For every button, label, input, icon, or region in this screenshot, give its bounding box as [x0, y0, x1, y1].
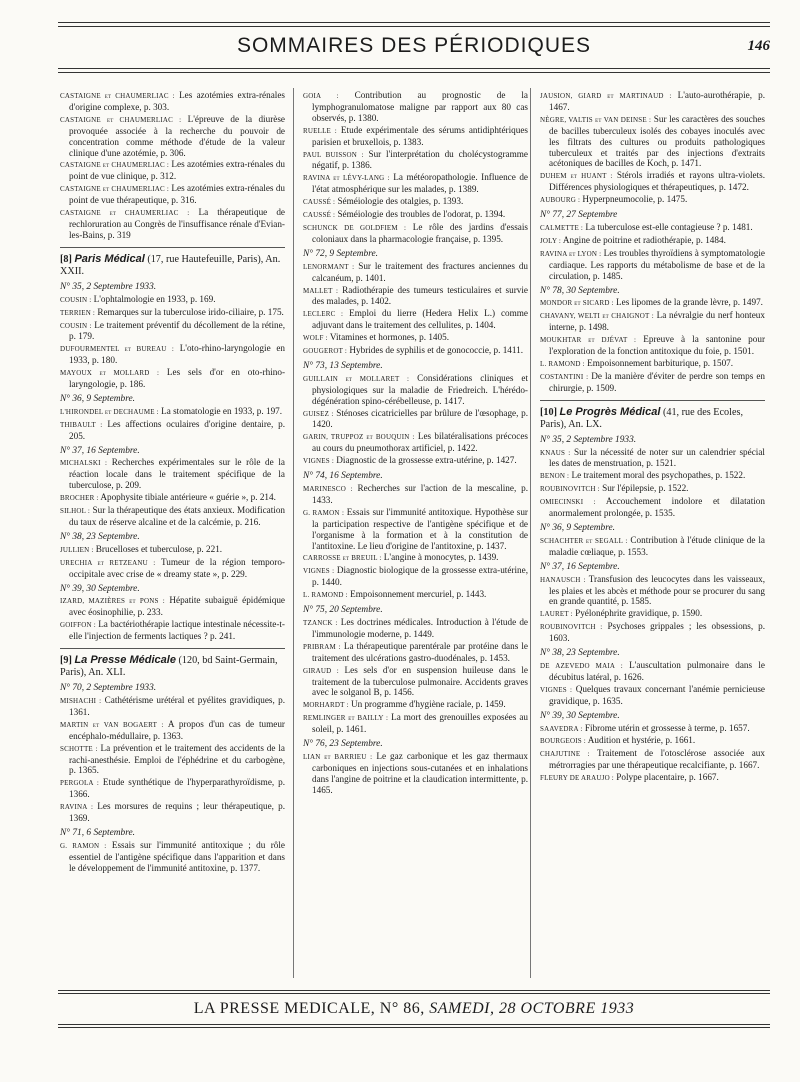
article-author: MONDOR et SICARD :: [540, 299, 614, 308]
issue-heading: N° 70, 2 Septembre 1933.: [60, 683, 157, 694]
issue-heading: N° 71, 6 Septembre.: [60, 827, 136, 838]
article-author: GARIN, TRUPPOZ et BOUQUIN :: [303, 433, 415, 442]
article-title: Fibrome utérin et grossesse à terme, p. 1657.: [584, 722, 750, 733]
article-title: La thérapeutique de rechloruration au Congrès de l'insuffisance rénale d'Evian-les-Bains, p. 319: [69, 207, 286, 240]
article-entry: [303, 373, 528, 407]
article-entry: [60, 419, 285, 442]
article-title: Contribution à l'étude clinique de la maladie cœliaque, p. 1553.: [549, 534, 765, 557]
article-author: MARINESCO :: [303, 485, 353, 493]
article-author: MOUKHTAR et DJÉVAT :: [540, 336, 637, 345]
article-entry: [303, 209, 528, 221]
column-divider: [293, 88, 294, 978]
issue-heading: N° 73, 13 Septembre.: [303, 360, 383, 371]
article-title: Radiothérapie des tumeurs testiculaires et survie des malades, p. 1402.: [312, 284, 528, 307]
article-author: CASTAIGNE et CHAUMERLIAC :: [60, 161, 170, 170]
article-entry: [540, 723, 765, 735]
article-title: L'ophtalmologie en 1933, p. 169.: [93, 293, 216, 304]
article-entry: [303, 149, 528, 172]
article-author: G. RAMON :: [60, 841, 107, 850]
article-author: HANAUSCH :: [540, 575, 586, 584]
article-title: Considérations cliniques et physiologiques sur la maladie de Friedreich. L'hérédo-dégénération spino-cérébelleuse, p. 1417.: [312, 372, 529, 406]
issue-heading: N° 39, 30 Septembre.: [60, 583, 140, 594]
article-author: ROUBINOVITCH :: [540, 485, 600, 494]
article-title: La névralgie du nerf honteux interne, p. 1498.: [549, 310, 765, 333]
article-entry: [60, 505, 285, 528]
journal-number: [9]: [60, 655, 72, 667]
article-entry: [540, 297, 765, 309]
article-title: Angine de poitrine et radiothérapie, p. 1484.: [562, 234, 726, 245]
article-entry: [540, 170, 765, 193]
article-author: COUSIN :: [60, 321, 92, 330]
article-title: Le gaz carbonique et les gaz thermaux carboniques en injections sous-cutanées et en inhalations dans l'angine de poitrine et la claudication intermittente, p. 1465.: [312, 750, 528, 795]
article-entry: [60, 294, 285, 306]
article-author: PRIBRAM :: [303, 642, 341, 651]
journal-address: (17, rue Hautefeuille, Paris), An. XXII.: [60, 253, 281, 277]
article-title: Sur la nécessité de noter sur un calendrier spécial les dates de menstruation, p. 1521.: [549, 446, 765, 469]
article-title: L'oto-rhino-laryngologie en 1933, p. 180.: [69, 343, 286, 366]
article-author: VIGNES :: [303, 567, 335, 576]
issue-heading: N° 75, 20 Septembre.: [303, 605, 383, 616]
article-title: Séméiologie des troubles de l'odorat, p. 1394.: [337, 209, 506, 220]
article-title: La météoropathologie. Influence de l'état atmosphérique sur les malades, p. 1389.: [312, 172, 528, 195]
article-author: OMIECINSKI :: [540, 498, 596, 507]
issue-heading: N° 74, 16 Septembre.: [303, 471, 383, 482]
article-entry: [540, 371, 765, 394]
article-title: Cathétérisme urétéral et pyélites gravidiques, p. 1361.: [69, 694, 285, 717]
journal-number: [8]: [60, 253, 72, 265]
article-author: ROUBINOVITCH :: [540, 623, 603, 632]
article-entry: [540, 222, 765, 234]
article-author: PERGOLA :: [60, 779, 99, 788]
header-rule-top: [58, 22, 770, 23]
article-entry: [303, 308, 528, 331]
article-entry: [540, 483, 765, 495]
issue-heading: N° 76, 23 Septembre.: [303, 739, 383, 750]
article-author: VIGNES :: [303, 457, 334, 466]
article-entry: [303, 172, 528, 195]
article-author: COSTANTINI :: [540, 372, 589, 381]
article-author: MALLET :: [303, 286, 339, 295]
article-title: L'angine à monocytes, p. 1439.: [383, 552, 499, 563]
article-author: CASTAIGNE et CHAUMERLIAC :: [60, 185, 170, 194]
article-author: MARTIN et VAN BOGAERT :: [60, 720, 164, 729]
article-author: CHAVANY, WELTI et CHAIGNOT :: [540, 312, 654, 321]
article-title: Emploi du lierre (Hedera Helix L.) comme adjuvant dans le traitement des cellulites, p. 1404.: [312, 308, 529, 331]
article-author: VIGNES :: [540, 685, 573, 694]
article-author: TERRIEN :: [60, 308, 96, 317]
page-title: SOMMAIRES DES PÉRIODIQUES: [236, 34, 592, 57]
article-entry: [303, 345, 528, 357]
header-rule-top-2: [58, 26, 770, 27]
article-title: Polype placentaire, p. 1667.: [616, 772, 719, 783]
article-entry: [540, 470, 765, 482]
article-author: THIBAULT :: [60, 420, 103, 429]
article-author: GOIFFON :: [60, 621, 96, 630]
article-title: L'épreuve de la diurèse provoquée associée à la recherche du pouvoir de concentration comme méthode d'étude de la valeur clinique d'une azotémie, p. 306.: [69, 113, 285, 158]
article-author: PAUL BUISSON :: [303, 150, 364, 159]
article-entry: [303, 507, 528, 552]
issue-heading: N° 78, 30 Septembre.: [540, 285, 620, 296]
article-entry: [303, 589, 528, 601]
article-title: La bactériothérapie lactique intestinale nécessite-t-elle l'injection de ferments lactiques ? p. 241.: [69, 619, 285, 642]
article-entry: [303, 712, 528, 735]
article-entry: [303, 483, 528, 506]
article-entry: [60, 307, 285, 319]
article-author: RUELLE :: [303, 126, 337, 135]
article-title: Recherches expérimentales sur le rôle de la réaction locale dans le traitement spécifique de la tuberculose, p. 209.: [69, 457, 285, 491]
article-title: Etude synthétique de l'hyperparathyroïdisme, p. 1366.: [69, 777, 285, 800]
article-author: BENON :: [540, 472, 570, 481]
article-author: CHAJUTINE :: [540, 750, 590, 759]
article-entry: [540, 535, 765, 558]
article-author: RAVINA et LYON :: [540, 249, 602, 258]
article-title: La mort des grenouilles exposées au soleil, p. 1461.: [312, 712, 528, 735]
journal-title: Le Progrès Médical: [559, 405, 661, 418]
article-entry: [60, 207, 285, 241]
article-title: Les sels d'or en suspension huileuse dans le traitement de la tuberculose pulmonaire. Accidents graves avec le solganol B, p. 1456.: [312, 664, 528, 698]
article-entry: [540, 235, 765, 247]
article-entry: [303, 455, 528, 467]
article-entry: [60, 619, 285, 642]
journal-title: La Presse Médicale: [74, 654, 176, 667]
column-1: [60, 90, 285, 875]
article-entry: [60, 159, 285, 182]
article-title: Epreuve à la santonine pour l'exploration de la fonction antitoxique du foie, p. 1501.: [549, 334, 766, 357]
journal-divider: [60, 247, 285, 248]
article-entry: [540, 194, 765, 206]
article-title: Pyélonéphrite gravidique, p. 1590.: [575, 608, 703, 619]
article-entry: [540, 334, 765, 357]
article-title: Empoisonnement mercuriel, p. 1443.: [350, 589, 487, 600]
article-entry: [540, 90, 765, 113]
article-author: COUSIN :: [60, 295, 92, 304]
column-divider: [530, 88, 531, 978]
article-author: L. RAMOND :: [540, 359, 585, 368]
footer-journal: LA PRESSE MEDICALE, N° 86,: [193, 1000, 425, 1017]
article-author: GUILLAIN et MOLLARET :: [303, 374, 410, 383]
article-title: Empoisonnement barbiturique, p. 1507.: [587, 357, 734, 368]
article-author: REMLINGER et BAILLY :: [303, 714, 389, 723]
footer-rule-top: [58, 990, 770, 991]
journal-divider: [60, 648, 285, 649]
article-author: DUFOURMENTEL et BUREAU :: [60, 345, 174, 354]
journal-address: (120, bd Saint-Germain, Paris), An. XLI.: [60, 655, 278, 679]
article-author: JOLY :: [540, 236, 562, 245]
article-author: MAYOUX et MOLLARD :: [60, 369, 160, 378]
journal-heading: [60, 253, 285, 278]
article-title: Les morsures de requins ; leur thérapeutique, p. 1369.: [69, 801, 286, 824]
article-title: La thérapeutique parentérale par protéine dans le traitement des ulcérations gastro-duodénales, p. 1453.: [312, 640, 528, 663]
article-author: LENORMANT :: [303, 262, 355, 271]
article-entry: [303, 222, 528, 245]
article-author: AUBOURG :: [540, 196, 581, 205]
article-author: MICHALSKI :: [60, 459, 108, 468]
article-entry: [540, 447, 765, 470]
article-author: JAUSION, GIARD et MARTINAUD :: [540, 92, 672, 100]
article-entry: [60, 719, 285, 742]
article-author: GIRAUD :: [303, 666, 339, 675]
article-author: TZANCK :: [303, 618, 338, 627]
article-title: Recherches sur l'action de la mescaline, p. 1433.: [312, 483, 529, 505]
article-title: Traitement de l'otosclérose associée aux métrorragies par une thérapeutique recalcifiante, p. 1667.: [549, 748, 765, 771]
article-title: Quelques travaux concernant l'anémie pernicieuse gravidique, p. 1635.: [549, 683, 765, 706]
issue-heading: N° 39, 30 Septembre.: [540, 710, 620, 721]
journal-heading: [60, 654, 285, 679]
article-title: Brucelloses et tuberculose, p. 221.: [95, 543, 223, 554]
journal-address: (41, rue des Ecoles, Paris), An. LX.: [540, 406, 744, 430]
article-title: L'auscultation pulmonaire dans le décubitus latéral, p. 1626.: [549, 659, 766, 682]
article-entry: [60, 695, 285, 718]
article-title: Les bilatéralisations précoces au cours du pneumothorax artificiel, p. 1422.: [312, 431, 528, 454]
article-author: G. RAMON :: [303, 508, 345, 517]
page-number: 146: [747, 38, 770, 54]
article-title: Les azotémies extra-rénales du point de vue clinique, p. 312.: [69, 159, 286, 182]
article-title: La stomatologie en 1933, p. 197.: [161, 405, 283, 416]
article-title: Les affections oculaires d'origine dentaire, p. 205.: [69, 418, 286, 441]
article-title: Le rôle des jardins d'essais coloniaux dans la pharmacologie française, p. 1395.: [312, 221, 528, 244]
header-rule-bottom: [58, 68, 770, 69]
article-entry: [60, 90, 285, 113]
article-title: Séméiologie des otalgies, p. 1393.: [337, 196, 464, 207]
article-author: NÈGRE, VALTIS et VAN DEINSE :: [540, 115, 652, 124]
article-entry: [540, 310, 765, 333]
article-title: Diagnostic de la grossesse extra-utérine, p. 1427.: [336, 455, 517, 466]
article-author: SCHOTTE :: [60, 744, 98, 753]
article-entry: [303, 408, 528, 431]
article-title: Contribution au prognostic de la lymphogranulomatose maligne par rapport aux 80 cas observés, p. 1380.: [312, 90, 528, 123]
article-entry: [540, 735, 765, 747]
footer-rule-bottom-2: [58, 1027, 770, 1028]
article-author: CASTAIGNE et CHAUMERLIAC :: [60, 92, 175, 100]
article-title: Les lipomes de la grande lèvre, p. 1497.: [616, 297, 763, 308]
article-entry: [60, 840, 285, 874]
article-author: DUHEM et HUANT :: [540, 172, 613, 181]
article-title: De la manière d'éviter de perdre son temps en chirurgie, p. 1509.: [549, 370, 765, 393]
article-author: BROCHER :: [60, 494, 99, 503]
article-author: GOUGEROT :: [303, 347, 348, 356]
issue-heading: N° 36, 9 Septembre.: [540, 523, 616, 533]
article-entry: [540, 496, 765, 519]
article-author: BOURGEOIS :: [540, 737, 586, 746]
article-title: Essais sur l'immunité antitoxique. Hypothèse sur la participation respective de l'antigène spécifique et de l'organisme à la formation et à la constitution de l'antitoxine. Le lieu d'origine de l'antitoxine, p. 1437.: [312, 506, 528, 551]
article-entry: [540, 114, 765, 170]
issue-heading: N° 72, 9 Septembre.: [303, 248, 379, 259]
issue-heading: N° 35, 2 Septembre 1933.: [540, 434, 637, 445]
article-title: Apophysite tibiale antérieure « guérie », p. 214.: [100, 492, 276, 503]
issue-heading: N° 36, 9 Septembre.: [60, 393, 136, 404]
article-author: SAAVEDRA :: [540, 724, 583, 733]
journal-title: Paris Médical: [74, 252, 145, 265]
article-entry: [303, 285, 528, 308]
article-title: Les azotémies extra-rénales du point de vue thérapeutique, p. 316.: [69, 183, 286, 206]
article-author: LIAN et BARRIEU :: [303, 752, 373, 761]
article-entry: [303, 332, 528, 344]
article-title: Un programme d'hygiène raciale, p. 1459.: [350, 699, 506, 710]
article-entry: [60, 801, 285, 824]
article-author: CAUSSÉ :: [303, 198, 336, 207]
article-title: A propos d'un cas de tumeur encéphalo-médullaire, p. 1363.: [69, 718, 285, 741]
article-entry: [303, 261, 528, 284]
article-author: SCHACHTER et SEGALL :: [540, 536, 628, 545]
article-entry: [540, 684, 765, 707]
journal-number: [10]: [540, 406, 557, 418]
article-title: La prévention et le traitement des accidents de la rachi-anesthésie. Emploi de l'éphédrine et du carbogène, p. 1365.: [69, 742, 286, 776]
article-title: Sur la thérapeutique des états anxieux. Modification du taux de réserve alcaline et de la calcémie, p. 216.: [69, 505, 286, 527]
issue-heading: N° 38, 23 Septembre.: [540, 648, 620, 659]
article-title: Diagnostic biologique de la grossesse extra-utérine, p. 1440.: [312, 565, 528, 588]
issue-heading: N° 38, 23 Septembre.: [60, 531, 140, 542]
article-title: Tumeur de la région temporo-occipitale avec crise de « dreamy state », p. 229.: [69, 556, 285, 579]
article-author: GUISEZ :: [303, 409, 334, 418]
article-title: Psychoses grippales ; les obsessions, p. 1603.: [549, 621, 766, 644]
footer-date: SAMEDI, 28 OCTOBRE 1933: [429, 1000, 635, 1017]
article-author: MORHARDT :: [303, 701, 349, 710]
article-title: Etude expérimentale des sérums antidiphtériques parisien et bruxellois, p. 1383.: [312, 124, 529, 147]
article-title: Le traitement préventif du décollement de la rétine, p. 179.: [69, 319, 285, 342]
article-entry: [303, 125, 528, 148]
article-author: CASTAIGNE et CHAUMERLIAC :: [60, 115, 182, 124]
article-author: IZARD, MAZIÈRES et PONS :: [60, 597, 165, 606]
article-title: Les doctrines médicales. Introduction à l'étude de l'immunologie moderne, p. 1449.: [312, 616, 528, 639]
article-title: Sur l'interprétation du cholécystogramme négatif, p. 1386.: [312, 148, 528, 171]
article-author: LECLERC :: [303, 310, 344, 319]
article-author: WOLF :: [303, 334, 328, 343]
article-entry: [60, 343, 285, 366]
article-title: Vitamines et hormones, p. 1405.: [329, 332, 449, 343]
article-entry: [540, 358, 765, 370]
article-author: RAVINA :: [60, 803, 94, 812]
article-author: KNAUS :: [540, 448, 571, 457]
article-author: GOIA :: [303, 92, 339, 100]
footer-rule-top-2: [58, 993, 770, 994]
article-author: MISHACHI :: [60, 696, 102, 705]
footer-rule-bottom: [58, 1024, 770, 1025]
article-entry: [303, 431, 528, 454]
article-title: Essais sur l'immunité antitoxique ; du rôle essentiel de l'antigène spécifique dans l'apparition et dans le développement de l'immunité antitoxine, p. 1377.: [69, 839, 286, 873]
article-author: CARROSSE et BREUIL :: [303, 554, 382, 563]
article-author: L'HIRONDEL et DECHAUME :: [60, 407, 159, 416]
article-author: URECHIA et RETZEANU :: [60, 558, 156, 567]
article-entry: [60, 595, 285, 618]
article-entry: [303, 565, 528, 588]
article-entry: [60, 777, 285, 800]
article-title: Stérols irradiés et rayons ultra-violets. Différences physiologiques et thérapeutiques, p. 1472.: [549, 170, 766, 193]
article-title: Sur le traitement des fractures anciennes du calcanéum, p. 1401.: [312, 260, 528, 283]
article-author: DE AZEVEDO MAIA :: [540, 661, 623, 670]
article-title: Hybrides de syphilis et de gonococcie, p. 1411.: [349, 345, 524, 356]
article-author: SILHOL :: [60, 507, 91, 516]
article-title: Hyperpneumocolie, p. 1475.: [582, 194, 688, 205]
article-entry: [60, 743, 285, 777]
article-entry: [303, 196, 528, 208]
article-entry: [60, 320, 285, 343]
article-entry: [303, 641, 528, 664]
article-title: Remarques sur la tuberculose irido-ciliaire, p. 175.: [97, 306, 284, 317]
article-entry: [540, 248, 765, 282]
article-entry: [303, 90, 528, 124]
article-author: RAVINA et LÉVY-LANG :: [303, 174, 390, 183]
article-entry: [303, 699, 528, 711]
article-entry: [303, 665, 528, 699]
article-entry: [540, 621, 765, 644]
article-entry: [60, 114, 285, 159]
article-entry: [60, 457, 285, 491]
article-title: Le traitement moral des psychopathes, p. 1522.: [571, 470, 746, 481]
article-entry: [540, 748, 765, 771]
article-entry: [540, 772, 765, 784]
article-title: Accouchement indolore et dilatation anormalement prolongée, p. 1535.: [549, 496, 765, 519]
article-author: CASTAIGNE et CHAUMERLIAC :: [60, 209, 190, 218]
article-entry: [303, 751, 528, 796]
article-author: FLEURY DE ARAUJO :: [540, 774, 614, 783]
article-entry: [60, 557, 285, 580]
column-2: [303, 90, 528, 797]
article-entry: [540, 574, 765, 608]
article-title: Hépatite subaiguë épidémique avec éosinophilie, p. 233.: [69, 595, 286, 618]
issue-heading: N° 37, 16 Septembre.: [540, 561, 620, 572]
article-entry: [540, 660, 765, 683]
article-entry: [303, 552, 528, 564]
article-title: Les sels d'or en oto-rhino-laryngologie, p. 186.: [69, 367, 286, 390]
article-entry: [303, 617, 528, 640]
article-author: L. RAMOND :: [303, 591, 348, 600]
issue-heading: N° 77, 27 Septembre: [540, 210, 618, 221]
article-author: SCHUNCK DE GOLDFIEM :: [303, 223, 407, 232]
article-title: Sténoses cicatricielles par brûlure de l'œsophage, p. 1420.: [312, 407, 528, 430]
article-title: La tuberculose est-elle contagieuse ? p. 1481.: [585, 221, 753, 232]
column-3: [540, 90, 765, 785]
journal-heading: [540, 406, 765, 431]
article-title: Sur l'épilepsie, p. 1522.: [602, 483, 689, 494]
article-author: CALMETTE :: [540, 223, 584, 232]
article-entry: [60, 367, 285, 390]
article-entry: [540, 608, 765, 620]
article-title: L'auto-aurothérapie, p. 1467.: [549, 90, 766, 112]
footer: [58, 1000, 770, 1018]
issue-heading: N° 35, 2 Septembre 1933.: [60, 281, 157, 292]
article-title: Les azotémies extra-rénales d'origine complexe, p. 303.: [69, 90, 285, 112]
article-author: JULLIEN :: [60, 545, 94, 554]
article-title: Transfusion des leucocytes dans les vaisseaux, les plaies et les abcès et méthode pour se procurer du sang en grande quantité, p. 1585.: [549, 573, 765, 607]
article-entry: [60, 406, 285, 418]
article-entry: [60, 183, 285, 206]
article-title: Sur les caractères des souches de bacilles tuberculeux isolés des cobayes inoculés avec les filtrats des cultures ou produits pathologiques tuberculeux et traités par des injections d'extraits acétoniques de bacilles de Koch, p. 1471.: [549, 113, 765, 169]
article-author: CAUSSÉ :: [303, 211, 336, 220]
journal-divider: [540, 400, 765, 401]
article-author: LAURET :: [540, 610, 573, 619]
article-entry: [60, 544, 285, 556]
issue-heading: N° 37, 16 Septembre.: [60, 445, 140, 456]
header-rule-bottom-2: [58, 72, 770, 73]
article-title: Les troubles thyroïdiens à symptomatologie cardiaque. Les rapports du métabolisme de base et de la circulation, p. 1485.: [549, 247, 765, 281]
article-entry: [60, 492, 285, 504]
article-title: Audition et hystérie, p. 1661.: [587, 735, 696, 746]
